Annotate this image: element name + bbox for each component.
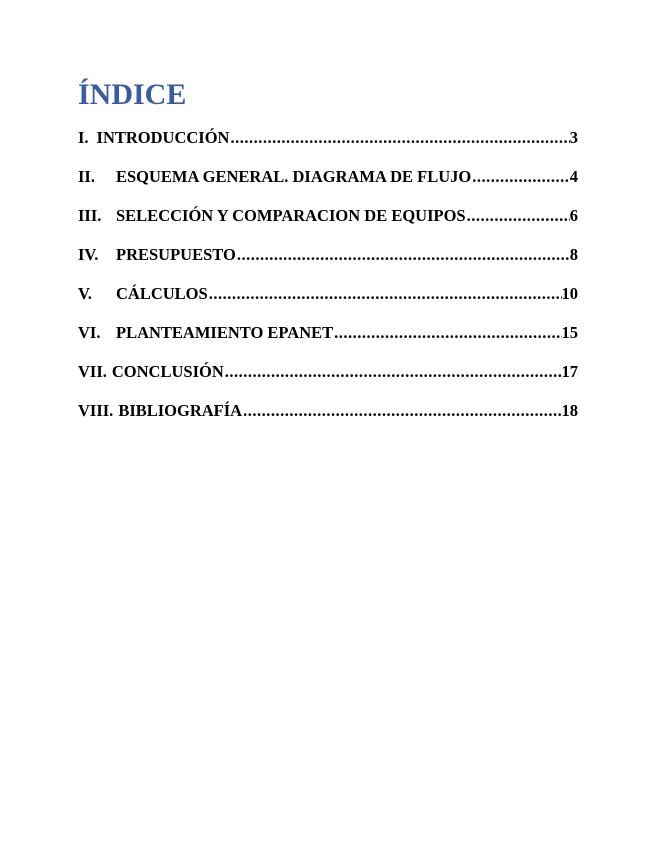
toc-entry-planteamiento-epanet[interactable] [78, 320, 578, 359]
toc-entry-esquema-general[interactable] [78, 164, 578, 203]
toc-entry-page: 8 [569, 245, 578, 264]
toc-dot-leader [229, 125, 569, 151]
toc-title: ÍNDICE [78, 78, 187, 111]
toc-entry-label: CÁLCULOS [116, 284, 208, 303]
toc-dot-leader [471, 164, 570, 190]
toc-entry-bibliografia[interactable] [78, 398, 578, 437]
toc-dot-leader [242, 398, 561, 424]
toc-entry-label: CONCLUSIÓN [111, 362, 224, 381]
toc-entry-seleccion-equipos[interactable] [78, 203, 578, 242]
table-of-contents [78, 125, 578, 437]
toc-entry-label: PLANTEAMIENTO EPANET [116, 323, 334, 342]
toc-entry-page: 4 [569, 167, 578, 186]
toc-entry-page: 18 [561, 401, 578, 420]
toc-entry-label: ESQUEMA GENERAL. DIAGRAMA DE FLUJO [116, 167, 472, 186]
toc-entry-page: 17 [561, 362, 578, 381]
toc-entry-number: VI. [78, 323, 101, 342]
toc-entry-number: III. [78, 206, 102, 225]
toc-entry-page: 6 [569, 206, 578, 225]
toc-entry-number: IV. [78, 245, 99, 264]
toc-entry-introduccion[interactable] [78, 125, 578, 164]
toc-entry-page: 15 [561, 323, 578, 342]
toc-entry-label: BIBLIOGRAFÍA [118, 401, 243, 420]
toc-entry-number: VII. [78, 362, 107, 381]
toc-dot-leader [236, 242, 570, 268]
toc-entry-label: PRESUPUESTO [116, 245, 236, 264]
toc-entry-label: INTRODUCCIÓN [96, 128, 230, 147]
toc-dot-leader [208, 281, 562, 307]
toc-entry-calculos[interactable] [78, 281, 578, 320]
toc-entry-number: VIII. [78, 401, 114, 420]
toc-dot-leader [466, 203, 570, 229]
toc-entry-conclusion[interactable] [78, 359, 578, 398]
toc-entry-page: 10 [561, 284, 578, 303]
toc-entry-page: 3 [569, 128, 578, 147]
toc-dot-leader [224, 359, 562, 385]
toc-entry-number: I. [78, 128, 89, 147]
toc-entry-presupuesto[interactable] [78, 242, 578, 281]
toc-entry-number: V. [78, 284, 92, 303]
toc-dot-leader [333, 320, 561, 346]
toc-entry-label: SELECCIÓN Y COMPARACION DE EQUIPOS [116, 206, 466, 225]
toc-entry-number: II. [78, 167, 95, 186]
